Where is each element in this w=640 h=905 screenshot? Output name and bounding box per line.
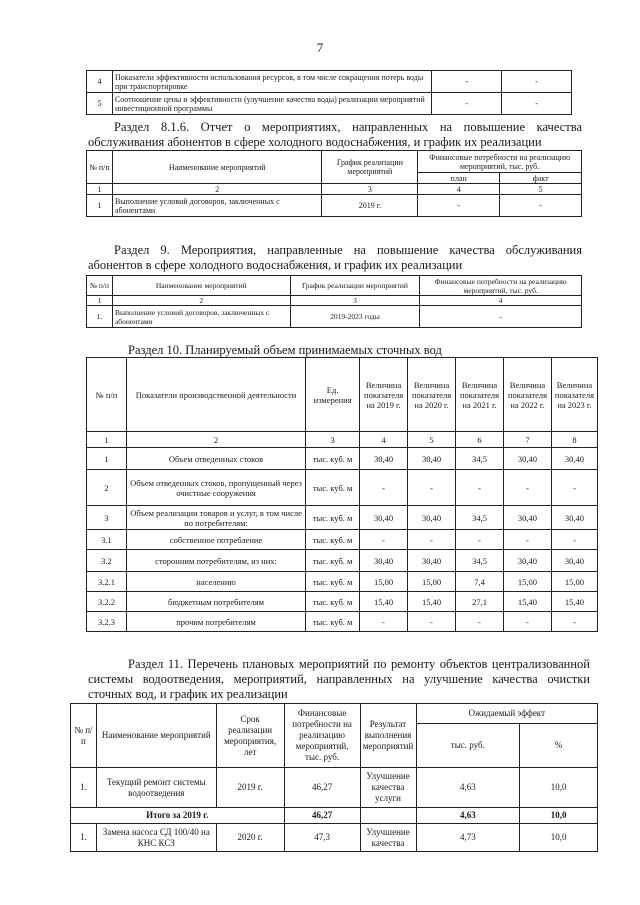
- row-number: 4: [87, 71, 113, 93]
- row-number: 3.2.1: [87, 572, 127, 592]
- plan-cell: -: [418, 195, 500, 217]
- header-result: Результат выполнения мероприятий: [360, 704, 416, 768]
- header-2023: Величина показателя на 2023 г.: [551, 358, 597, 432]
- value-cell: 15,00: [504, 572, 552, 592]
- header-num: № п/п: [87, 276, 113, 296]
- table-row: [87, 592, 598, 612]
- value-cell: -: [456, 612, 504, 632]
- table-row: [71, 824, 598, 852]
- value-cell: -: [551, 530, 597, 550]
- value-cell: 34,5: [456, 506, 504, 530]
- header-schedule: График реализации мероприятий: [290, 276, 420, 296]
- value-cell: -: [432, 71, 502, 93]
- value-cell: -: [502, 71, 572, 93]
- value-cell: 15,40: [504, 592, 552, 612]
- header-finance: Финансовые потребности на реализацию мероприятий, тыс. руб.: [420, 276, 582, 296]
- value-cell: -: [360, 612, 408, 632]
- result-cell: Улучшение качества: [360, 824, 416, 852]
- header-plan: план: [418, 173, 500, 184]
- total-rub: 4,63: [416, 808, 520, 824]
- table-row: [87, 93, 572, 115]
- measure-name: Выполнение условий договоров, заключенных с абонентами: [112, 306, 290, 328]
- value-cell: 30,40: [551, 550, 597, 572]
- index-cell: 4: [418, 184, 500, 195]
- index-cell: 2: [112, 184, 322, 195]
- index-row: [87, 184, 582, 195]
- value-cell: -: [408, 470, 456, 506]
- total-empty: [360, 808, 416, 824]
- table-section-8-1-6: [86, 150, 582, 217]
- index-cell: 2: [112, 296, 290, 306]
- value-cell: 30,40: [504, 550, 552, 572]
- indicator-name: Соотношение цены и эффективности (улучшение качества воды) реализации мероприятий инвестиционной программы: [112, 93, 431, 115]
- indicator-name: прочим потребителям: [126, 612, 305, 632]
- value-cell: -: [551, 470, 597, 506]
- table-section-11: [70, 703, 598, 852]
- row-number: 1.: [71, 824, 97, 852]
- value-cell: -: [504, 530, 552, 550]
- unit-cell: тыс. куб. м: [306, 506, 360, 530]
- finance-cell: 46,27: [284, 768, 360, 808]
- index-cell: 5: [500, 184, 582, 195]
- effect-rub-cell: 4,73: [416, 824, 520, 852]
- indicator-name: населению: [126, 572, 305, 592]
- total-label: Итого за 2019 г.: [71, 808, 285, 824]
- index-cell: 5: [408, 432, 456, 448]
- table-row: [87, 572, 598, 592]
- indicator-name: Объем реализации товаров и услуг, в том числе по потребителям:: [126, 506, 305, 530]
- header-fact: факт: [500, 173, 582, 184]
- index-cell: 7: [504, 432, 552, 448]
- value-cell: -: [456, 470, 504, 506]
- value-cell: -: [408, 612, 456, 632]
- measure-name: Выполнение условий договоров, заключенных с абонентами: [112, 195, 322, 217]
- index-row: [87, 432, 598, 448]
- value-cell: 30,40: [551, 506, 597, 530]
- value-cell: 15,40: [551, 592, 597, 612]
- value-cell: -: [504, 612, 552, 632]
- index-cell: 6: [456, 432, 504, 448]
- row-number: 5: [87, 93, 113, 115]
- header-finance: Финансовые потребности на реализацию мероприятий, тыс. руб.: [284, 704, 360, 768]
- header-term: Срок реализации мероприятия, лет: [216, 704, 284, 768]
- index-cell: 2: [126, 432, 305, 448]
- table-row: [87, 550, 598, 572]
- index-row: [87, 296, 582, 306]
- row-number: 1: [87, 195, 113, 217]
- value-cell: 30,40: [408, 506, 456, 530]
- indicator-name: бюджетным потребителям: [126, 592, 305, 612]
- row-number: 2: [87, 470, 127, 506]
- index-cell: 4: [420, 296, 582, 306]
- table-row: [87, 612, 598, 632]
- value-cell: 30,40: [504, 506, 552, 530]
- header-unit: Ед. измерения: [306, 358, 360, 432]
- indicator-name: Объем отведенных стоков: [126, 448, 305, 470]
- header-name: Наименование мероприятий: [96, 704, 216, 768]
- value-cell: -: [551, 612, 597, 632]
- value-cell: 15,40: [408, 592, 456, 612]
- unit-cell: тыс. куб. м: [306, 592, 360, 612]
- header-effect: Ожидаемый эффект: [416, 704, 598, 724]
- effect-pct-cell: 10,0: [520, 768, 598, 808]
- value-cell: -: [432, 93, 502, 115]
- section-10-heading: Раздел 10. Планируемый объем принимаемых сточных вод: [128, 343, 442, 357]
- row-number: 3.2.3: [87, 612, 127, 632]
- header-num: № п/п: [87, 358, 127, 432]
- header-schedule: График реализации мероприятий: [322, 151, 418, 184]
- value-cell: 30,40: [551, 448, 597, 470]
- header-2021: Величина показателя на 2021 г.: [456, 358, 504, 432]
- row-number: 1: [87, 448, 127, 470]
- table-row: [71, 768, 598, 808]
- index-cell: 1: [87, 184, 113, 195]
- header-2020: Величина показателя на 2020 г.: [408, 358, 456, 432]
- finance-cell: 47,3: [284, 824, 360, 852]
- value-cell: 34,5: [456, 448, 504, 470]
- header-2022: Величина показателя на 2022 г.: [504, 358, 552, 432]
- unit-cell: тыс. куб. м: [306, 470, 360, 506]
- section-11-heading: Раздел 11. Перечень плановых мероприятий по ремонту объектов централизованной системы водоотведения, мероприятий, направленных на улучшение качества очистки сточных вод, и график их реализации: [88, 657, 590, 701]
- page-number: 7: [316, 40, 324, 55]
- value-cell: -: [360, 470, 408, 506]
- table-row: [87, 71, 572, 93]
- table-section-10: [86, 357, 598, 632]
- value-cell: 30,40: [360, 506, 408, 530]
- value-cell: 15,00: [360, 572, 408, 592]
- unit-cell: тыс. куб. м: [306, 572, 360, 592]
- value-cell: -: [456, 530, 504, 550]
- effect-pct-cell: 10,0: [520, 824, 598, 852]
- value-cell: 30,40: [360, 448, 408, 470]
- header-num: № п/п: [71, 704, 97, 768]
- result-cell: Улучшение качества услуги: [360, 768, 416, 808]
- header-indicator: Показатели производственной деятельности: [126, 358, 305, 432]
- header-2019: Величина показателя на 2019 г.: [360, 358, 408, 432]
- index-cell: 8: [551, 432, 597, 448]
- value-cell: -: [408, 530, 456, 550]
- measure-name: Текущий ремонт системы водоотведения: [96, 768, 216, 808]
- header-finance: Финансовые потребности на реализацию мероприятий, тыс. руб.: [418, 151, 582, 173]
- indicator-name: собственное потребление: [126, 530, 305, 550]
- index-cell: 1: [87, 296, 113, 306]
- header-name: Наименование мероприятий: [112, 151, 322, 184]
- term-cell: 2019 г.: [216, 768, 284, 808]
- table-row: [87, 195, 582, 217]
- value-cell: 7,4: [456, 572, 504, 592]
- value-cell: 15,00: [551, 572, 597, 592]
- value-cell: 27,1: [456, 592, 504, 612]
- index-cell: 1: [87, 432, 127, 448]
- value-cell: 34,5: [456, 550, 504, 572]
- header-name: Наименование мероприятий: [112, 276, 290, 296]
- table-efficiency-continuation: [86, 70, 572, 115]
- section-9-heading: Раздел 9. Мероприятия, направленные на повышение качества обслуживания абонентов в сфере холодного водоснабжения, и график их реализации: [88, 243, 582, 272]
- table-row: [87, 506, 598, 530]
- header-num: № п/п: [87, 151, 113, 184]
- table-section-9: [86, 275, 582, 328]
- unit-cell: тыс. куб. м: [306, 530, 360, 550]
- term-cell: 2020 г.: [216, 824, 284, 852]
- indicator-name: Показатели эффективности использования ресурсов, в том числе сокращения потерь воды при транспортировке: [112, 71, 431, 93]
- schedule-cell: 2019 г.: [322, 195, 418, 217]
- table-row: [87, 530, 598, 550]
- value-cell: -: [360, 530, 408, 550]
- row-number: 3: [87, 506, 127, 530]
- indicator-name: сторонним потребителям, из них:: [126, 550, 305, 572]
- index-cell: 3: [322, 184, 418, 195]
- indicator-name: Объем отведенных стоков, пропущенный через очистные сооружения: [126, 470, 305, 506]
- row-number: 3.2.2: [87, 592, 127, 612]
- section-10-body: [87, 448, 598, 632]
- header-effect-pct: %: [520, 724, 598, 768]
- unit-cell: тыс. куб. м: [306, 550, 360, 572]
- measure-name: Замена насоса СД 100/40 на КНС КСЗ: [96, 824, 216, 852]
- unit-cell: тыс. куб. м: [306, 448, 360, 470]
- row-number: 3.2: [87, 550, 127, 572]
- fact-cell: -: [500, 195, 582, 217]
- schedule-cell: 2019-2023 годы: [290, 306, 420, 328]
- finance-cell: -: [420, 306, 582, 328]
- table-row: [87, 448, 598, 470]
- value-cell: 15,00: [408, 572, 456, 592]
- value-cell: -: [502, 93, 572, 115]
- unit-cell: тыс. куб. м: [306, 612, 360, 632]
- value-cell: 30,40: [408, 448, 456, 470]
- index-cell: 3: [306, 432, 360, 448]
- value-cell: 30,40: [360, 550, 408, 572]
- total-pct: 10,0: [520, 808, 598, 824]
- index-cell: 3: [290, 296, 420, 306]
- effect-rub-cell: 4,63: [416, 768, 520, 808]
- row-number: 3.1: [87, 530, 127, 550]
- value-cell: 30,40: [408, 550, 456, 572]
- row-number: 1.: [71, 768, 97, 808]
- total-finance: 46,27: [284, 808, 360, 824]
- value-cell: 15,40: [360, 592, 408, 612]
- row-number: 1.: [87, 306, 113, 328]
- value-cell: -: [504, 470, 552, 506]
- section-8-1-6-heading: Раздел 8.1.6. Отчет о мероприятиях, направленных на повышение качества обслуживания абонентов в сфере холодного водоснабжения, и график их реализации: [88, 120, 582, 149]
- table-row: [87, 470, 598, 506]
- table-row: [87, 306, 582, 328]
- index-cell: 4: [360, 432, 408, 448]
- total-row: [71, 808, 598, 824]
- value-cell: 30,40: [504, 448, 552, 470]
- header-effect-rub: тыс. руб.: [416, 724, 520, 768]
